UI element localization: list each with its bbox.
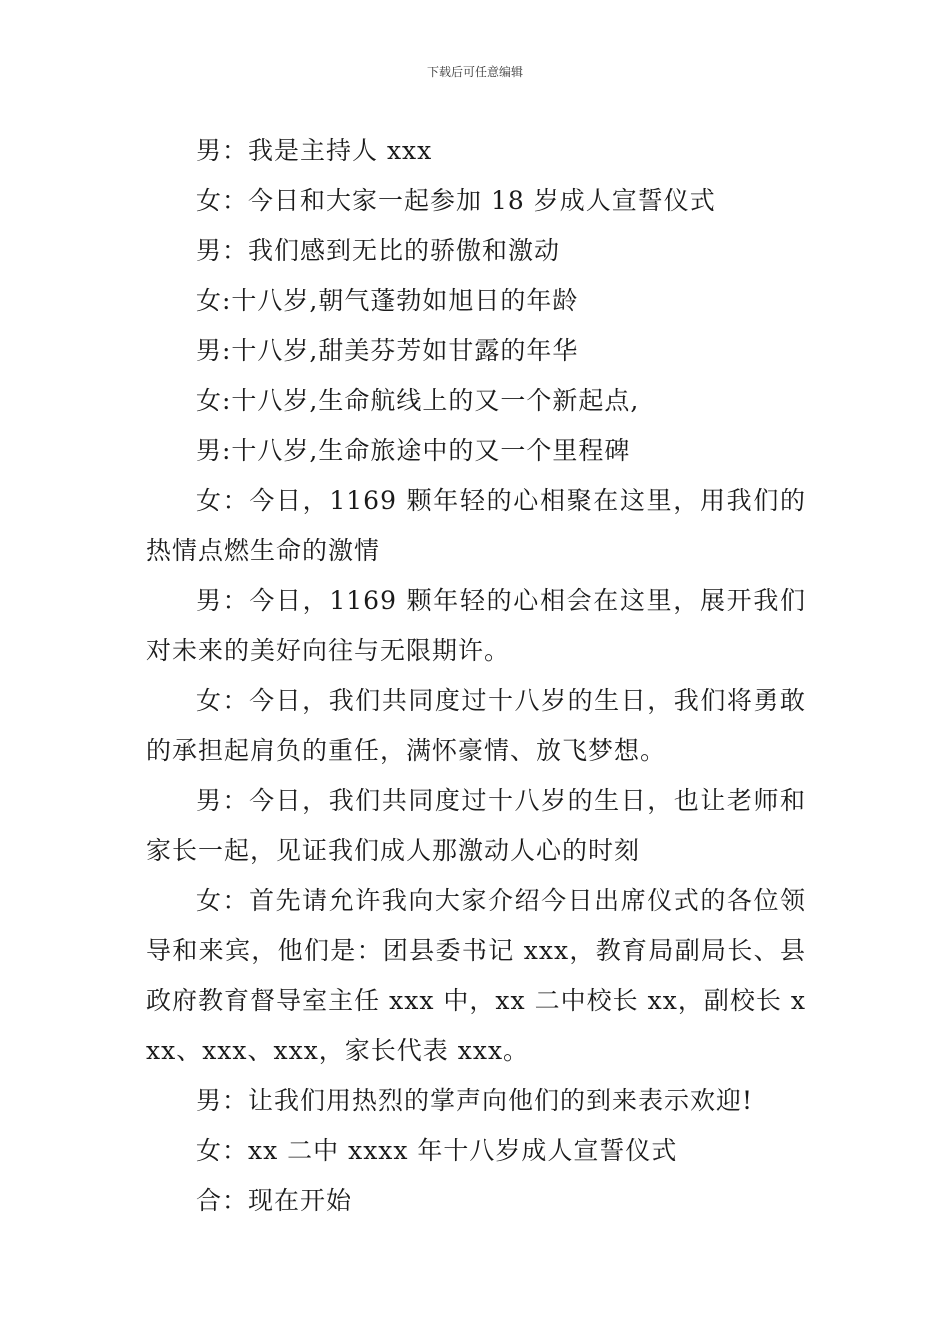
paragraph: 男：今日，1169 颗年轻的心相会在这里，展开我们对未来的美好向往与无限期许。: [146, 586, 806, 665]
paragraph: 男:十八岁,生命旅途中的又一个里程碑: [196, 436, 631, 465]
paragraph: 男：我是主持人 xxx: [196, 136, 433, 165]
paragraph: 男：让我们用热烈的掌声向他们的到来表示欢迎!: [196, 1086, 754, 1115]
paragraph: 女：首先请允许我向大家介绍今日出席仪式的各位领导和来宾，他们是：团县委书记 xxx，教育局副局长、县政府教育督导室主任 xxx 中，xx 二中校长 xx，副校长 xxx、xxx、xxx，家长代表 xxx。: [146, 886, 806, 1065]
paragraph: 男：我们感到无比的骄傲和激动: [196, 236, 561, 265]
paragraph: 女:十八岁,生命航线上的又一个新起点,: [196, 386, 640, 415]
paragraph: 女：今日和大家一起参加 18 岁成人宣誓仪式: [196, 186, 716, 215]
page-header: 下载后可任意编辑: [426, 65, 523, 79]
paragraph: 女：今日，1169 颗年轻的心相聚在这里，用我们的热情点燃生命的激情: [146, 486, 806, 565]
paragraph: 合：现在开始: [196, 1186, 353, 1215]
paragraph: 女：xx 二中 xxxx 年十八岁成人宣誓仪式: [196, 1136, 678, 1165]
paragraph: 女:十八岁,朝气蓬勃如旭日的年龄: [196, 286, 579, 315]
paragraph: 男:十八岁,甜美芬芳如甘露的年华: [196, 336, 579, 365]
document-body: [146, 126, 806, 1226]
paragraph: 男：今日，我们共同度过十八岁的生日，也让老师和家长一起，见证我们成人那激动人心的时刻: [146, 786, 806, 865]
paragraph: 女：今日，我们共同度过十八岁的生日，我们将勇敢的承担起肩负的重任，满怀豪情、放飞梦想。: [146, 686, 806, 765]
